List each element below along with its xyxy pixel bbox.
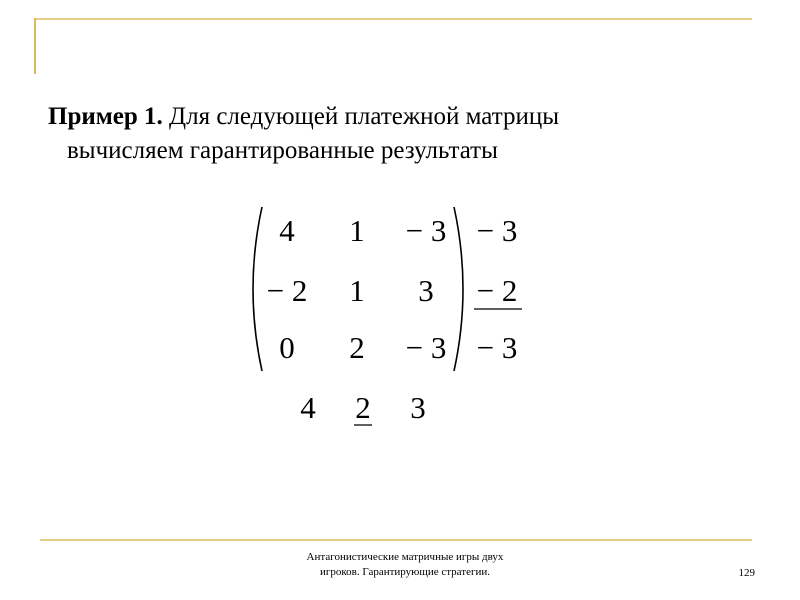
row-result: − 3 bbox=[476, 330, 518, 365]
col-result: 2 bbox=[355, 390, 371, 425]
col-result: 4 bbox=[300, 390, 316, 425]
row-result: − 2 bbox=[476, 273, 518, 308]
matrix-cell: 2 bbox=[349, 330, 365, 365]
matrix-cell: − 3 bbox=[405, 213, 447, 248]
matrix-cell: − 3 bbox=[405, 330, 447, 365]
heading-line2: вычисляем гарантированные результаты bbox=[67, 137, 498, 164]
col-result: 3 bbox=[410, 390, 426, 425]
matrix-cell: − 2 bbox=[266, 273, 308, 308]
left-bracket bbox=[253, 207, 262, 371]
heading-text: Для следующей платежной матрицы bbox=[169, 103, 560, 130]
bottom-rule bbox=[40, 539, 752, 541]
footer-caption bbox=[260, 550, 550, 580]
footer-line1: Антагонистические матричные игры двух bbox=[306, 551, 504, 563]
row-result: − 3 bbox=[476, 213, 518, 248]
heading-bold: Пример 1. bbox=[48, 103, 163, 130]
right-bracket bbox=[454, 207, 463, 371]
matrix-cell: 0 bbox=[279, 330, 295, 365]
matrix-cell: 1 bbox=[349, 273, 365, 308]
matrix-cell: 4 bbox=[279, 213, 295, 248]
matrix-cell: 1 bbox=[349, 213, 365, 248]
matrix-cell: 3 bbox=[418, 273, 434, 308]
page-number: 129 bbox=[738, 567, 755, 579]
footer-line2: игроков. Гарантирующие стратегии. bbox=[319, 566, 491, 578]
